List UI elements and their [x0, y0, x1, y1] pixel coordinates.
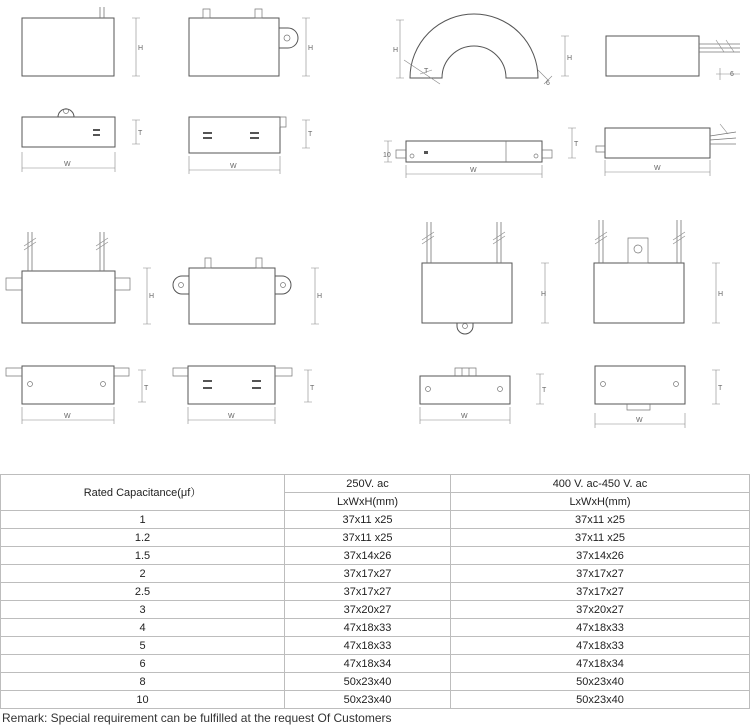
- dims-400-450-cell: 50x23x40: [451, 691, 750, 709]
- drawing-b-front-view: [189, 9, 313, 76]
- dims-250-cell: 37x17x27: [285, 583, 451, 601]
- capacitance-cell: 3: [1, 601, 285, 619]
- drawing-c-top-view: [383, 141, 552, 178]
- dims-250-cell: 37x20x27: [285, 601, 451, 619]
- drawing-e-top-view: [6, 366, 149, 424]
- dim-label-w: W: [461, 413, 468, 420]
- drawing-c-arc-view: [393, 14, 552, 87]
- capacitance-cell: 6: [1, 655, 285, 673]
- capacitance-cell: 5: [1, 637, 285, 655]
- drawing-h-top-view: [595, 366, 723, 428]
- capacitance-cell: 1: [1, 511, 285, 529]
- remark-text: Remark: Special requirement can be fulfilled at the request Of Customers: [2, 711, 392, 725]
- dims-250-cell: 37x14x26: [285, 547, 451, 565]
- dim-label-ten: 10: [383, 152, 391, 159]
- drawing-b-top-view: [189, 117, 313, 174]
- voltage-400-450-header: 400 V. ac-450 V. ac: [451, 475, 750, 493]
- table-row: [1, 655, 750, 673]
- dim-label-t: T: [574, 141, 579, 148]
- rated-capacitance-header: Rated Capacitance(μf）: [1, 475, 285, 511]
- capacitance-spec-table: [0, 474, 750, 709]
- capacitance-cell: 2: [1, 565, 285, 583]
- dim-label-w: W: [64, 161, 71, 168]
- dims-250-cell: 50x23x40: [285, 691, 451, 709]
- dim-label-t: T: [542, 387, 547, 394]
- table-row: [1, 619, 750, 637]
- dim-label-h: H: [393, 47, 399, 54]
- dims-250-cell: 37x11 x25: [285, 511, 451, 529]
- table-row: [1, 565, 750, 583]
- capacitance-cell: 1.5: [1, 547, 285, 565]
- dim-label-w: W: [470, 167, 477, 174]
- voltage-250-header: 250V. ac: [285, 475, 451, 493]
- drawing-g-top-view: [420, 368, 547, 424]
- dims-250-cell: 47x18x34: [285, 655, 451, 673]
- dim-label-w: W: [230, 163, 237, 170]
- dims-400-450-cell: 37x14x26: [451, 547, 750, 565]
- table-row: [1, 547, 750, 565]
- dim-label-w: W: [64, 413, 71, 420]
- dim-label-h: H: [718, 291, 724, 298]
- table-row: [1, 529, 750, 547]
- unit-header-250: LxWxH(mm): [285, 493, 451, 511]
- dims-250-cell: 47x18x33: [285, 619, 451, 637]
- dim-label-six: 6: [730, 71, 734, 78]
- dims-250-cell: 47x18x33: [285, 637, 451, 655]
- dims-400-450-cell: 50x23x40: [451, 673, 750, 691]
- table-row: [1, 601, 750, 619]
- dim-label-t: T: [144, 385, 149, 392]
- dims-400-450-cell: 37x11 x25: [451, 511, 750, 529]
- table-row: [1, 691, 750, 709]
- unit-header-400-450: LxWxH(mm): [451, 493, 750, 511]
- drawing-d-top-view: [568, 124, 736, 176]
- drawing-d-front-view: [561, 36, 740, 80]
- table-row: [1, 511, 750, 529]
- dim-label-w: W: [636, 417, 643, 424]
- dim-label-h: H: [149, 293, 155, 300]
- dims-400-450-cell: 47x18x33: [451, 619, 750, 637]
- drawing-f-top-view: [173, 366, 315, 424]
- dim-label-t: T: [310, 385, 315, 392]
- dims-250-cell: 37x17x27: [285, 565, 451, 583]
- capacitance-cell: 8: [1, 673, 285, 691]
- dim-label-t: T: [308, 131, 313, 138]
- dims-250-cell: 37x11 x25: [285, 529, 451, 547]
- dims-400-450-cell: 47x18x33: [451, 637, 750, 655]
- table-header-row: [1, 475, 750, 493]
- dims-250-cell: 50x23x40: [285, 673, 451, 691]
- dims-400-450-cell: 37x17x27: [451, 583, 750, 601]
- dims-400-450-cell: 37x17x27: [451, 565, 750, 583]
- capacitance-cell: 10: [1, 691, 285, 709]
- dim-label-w: W: [228, 413, 235, 420]
- table-row: [1, 637, 750, 655]
- dim-label-t: T: [718, 385, 723, 392]
- dim-label-h: H: [541, 291, 547, 298]
- dims-400-450-cell: 37x20x27: [451, 601, 750, 619]
- dim-label-h: H: [317, 293, 323, 300]
- capacitance-cell: 2.5: [1, 583, 285, 601]
- drawing-a-top-view: [22, 109, 143, 173]
- dim-label-h: H: [567, 55, 573, 62]
- drawing-g-front-view: [422, 222, 549, 334]
- drawing-a-front-view: [22, 7, 143, 76]
- table-row: [1, 673, 750, 691]
- dim-label-h: H: [138, 45, 144, 52]
- dims-400-450-cell: 37x11 x25: [451, 529, 750, 547]
- table-row: [1, 583, 750, 601]
- dim-label-t: T: [424, 68, 429, 75]
- dim-label-t: T: [138, 130, 143, 137]
- dims-400-450-cell: 47x18x34: [451, 655, 750, 673]
- drawing-h-front-view: [594, 220, 723, 323]
- dim-label-h: H: [308, 45, 314, 52]
- dim-label-six: 6: [546, 80, 550, 87]
- dim-label-w: W: [654, 165, 661, 172]
- drawing-e-front-view: [6, 232, 154, 324]
- capacitance-cell: 4: [1, 619, 285, 637]
- capacitance-cell: 1.2: [1, 529, 285, 547]
- drawing-f-front-view: [173, 258, 322, 324]
